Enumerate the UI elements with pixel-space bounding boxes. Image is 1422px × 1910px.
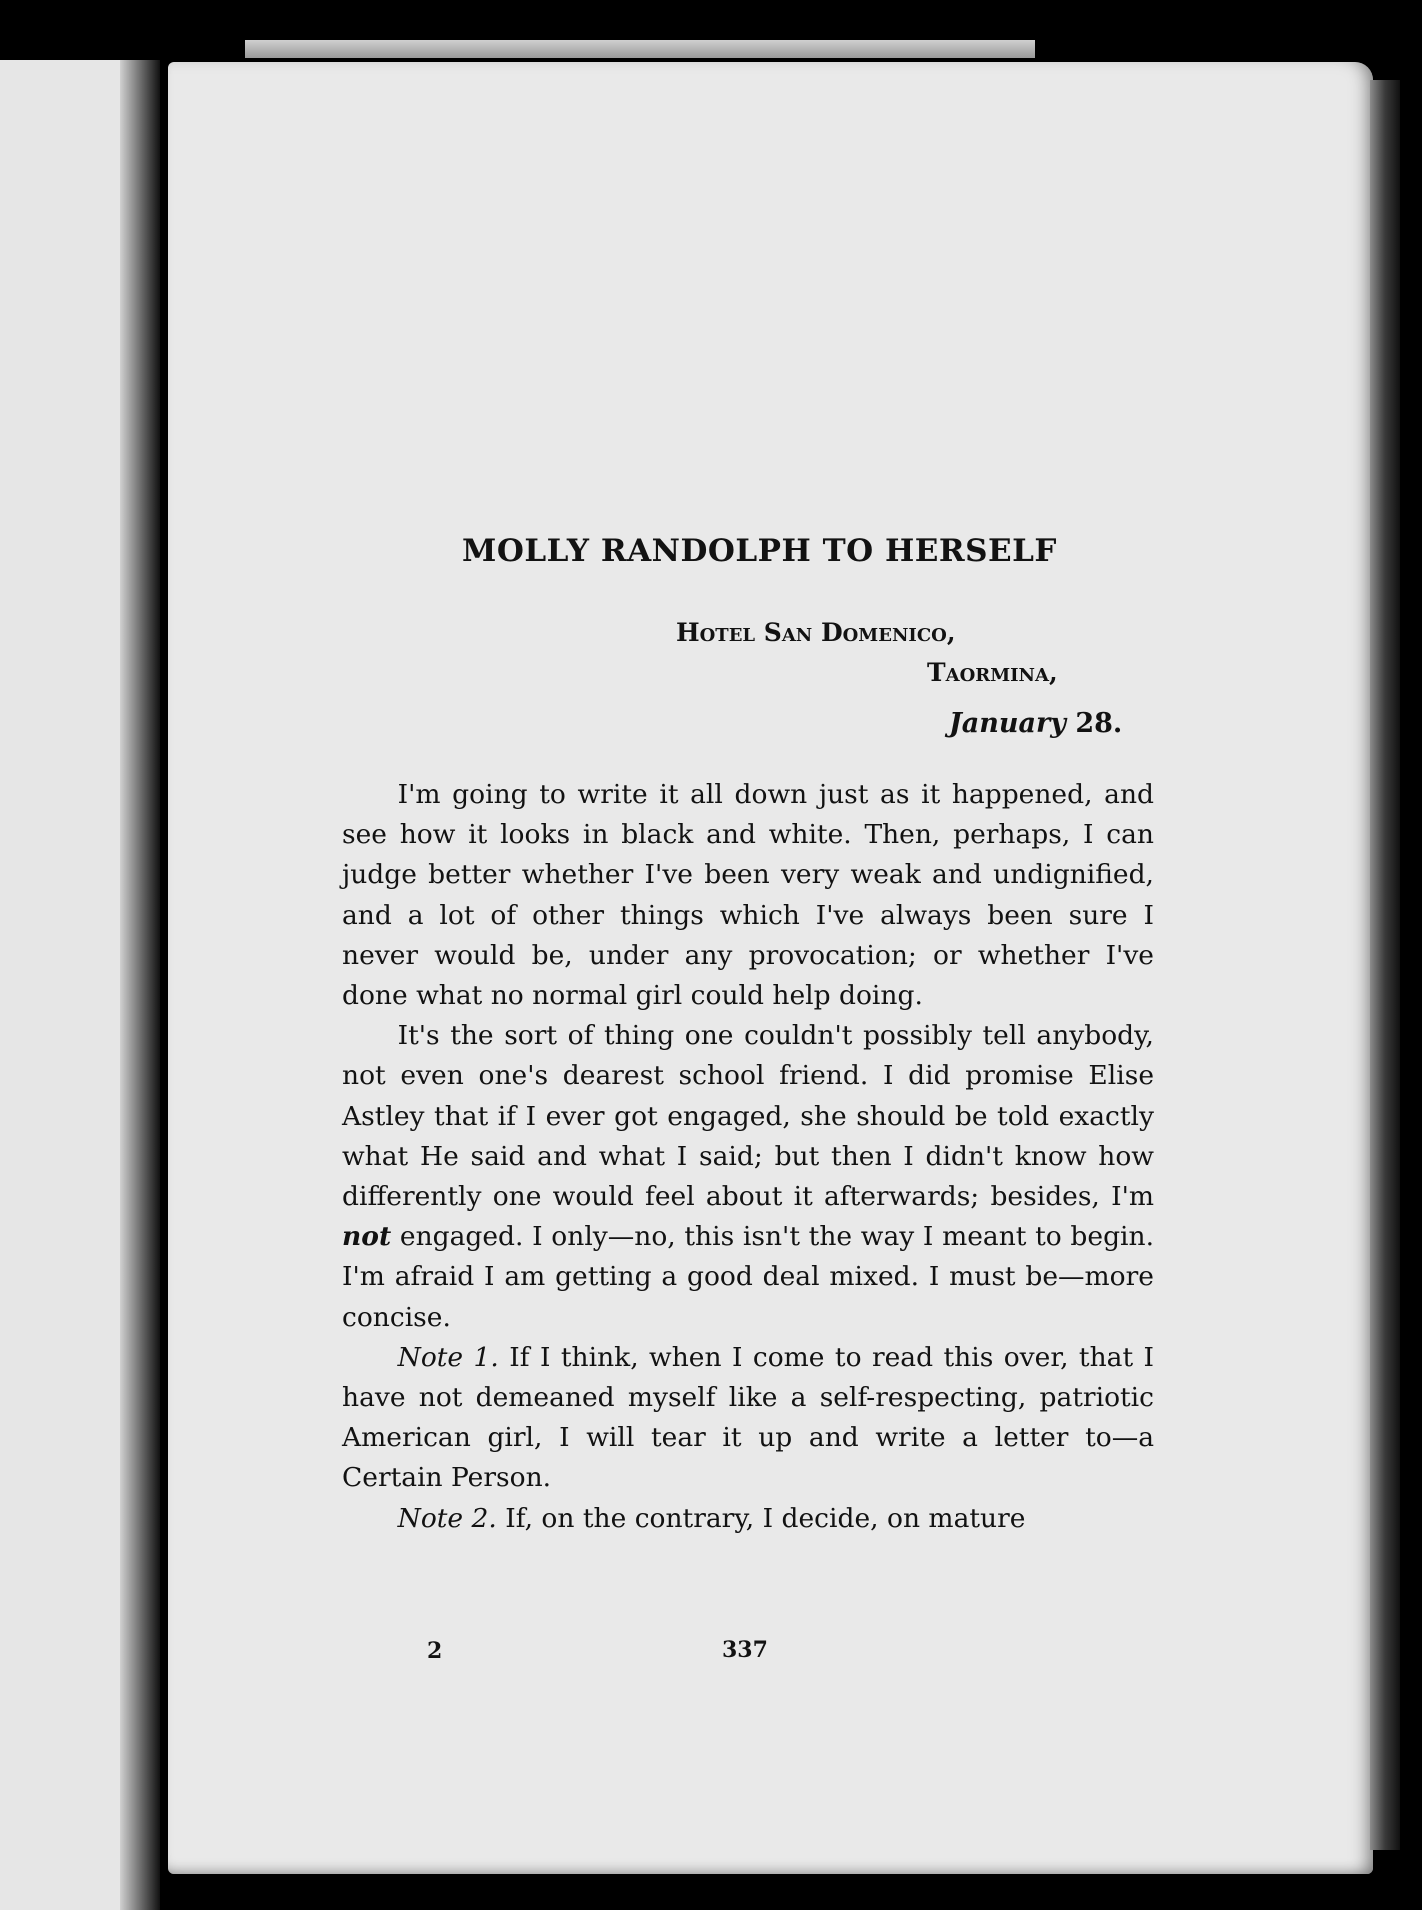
letter-date <box>949 708 1122 739</box>
page-edge-shadow <box>1370 80 1400 1850</box>
note-1-label: Note 1. <box>397 1341 499 1373</box>
address-hotel: Hotel San Domenico, <box>676 618 956 647</box>
chapter-title: MOLLY RANDOLPH TO HERSELF <box>462 533 1057 569</box>
page-top-sliver <box>245 40 1035 58</box>
note-1-text: If I think, when I come to read this over, that I have not demeaned myself like a self-respecting, patriotic American girl, I will tear it up and write a letter to—a Certain Person. <box>342 1341 1155 1494</box>
body-text <box>342 775 1154 1539</box>
paragraph-1: I'm going to write it all down just as it happened, and see how it looks in black and white. Then, perhaps, I can judge better whether I've been very weak and undignified, and a lot of other things which I've always been sure I never would be, under any provocation; or whether I've done what no normal girl could help doing. <box>342 779 1154 1012</box>
note-1 <box>342 1338 1154 1499</box>
paragraph-2-text-a: It's the sort of thing one couldn't possibly tell anybody, not even one's dearest school friend. I did promise Elise Astley that if I ever got engaged, she should be told exactly what He said and what I said; but then I didn't know how differently one would feel about it afterwards; besides, I'm <box>342 1020 1154 1213</box>
date-month: January <box>949 708 1066 739</box>
date-day: 28. <box>1075 708 1123 739</box>
emphasis-not: not <box>342 1221 392 1253</box>
note-2-label: Note 2. <box>397 1502 497 1534</box>
signature-mark: 2 <box>427 1638 443 1664</box>
paragraph-2 <box>342 1016 1154 1338</box>
note-2-text: If, on the contrary, I decide, on mature <box>496 1502 1026 1534</box>
address-city: Taormina, <box>927 658 1058 687</box>
gutter-shadow <box>120 60 160 1910</box>
page-number: 337 <box>722 1637 768 1663</box>
paragraph-2-text-b: engaged. I only—no, this isn't the way I meant to begin. I'm afraid I am getting a good deal mixed. I must be—more concise. <box>342 1221 1154 1333</box>
note-2 <box>342 1499 1154 1539</box>
